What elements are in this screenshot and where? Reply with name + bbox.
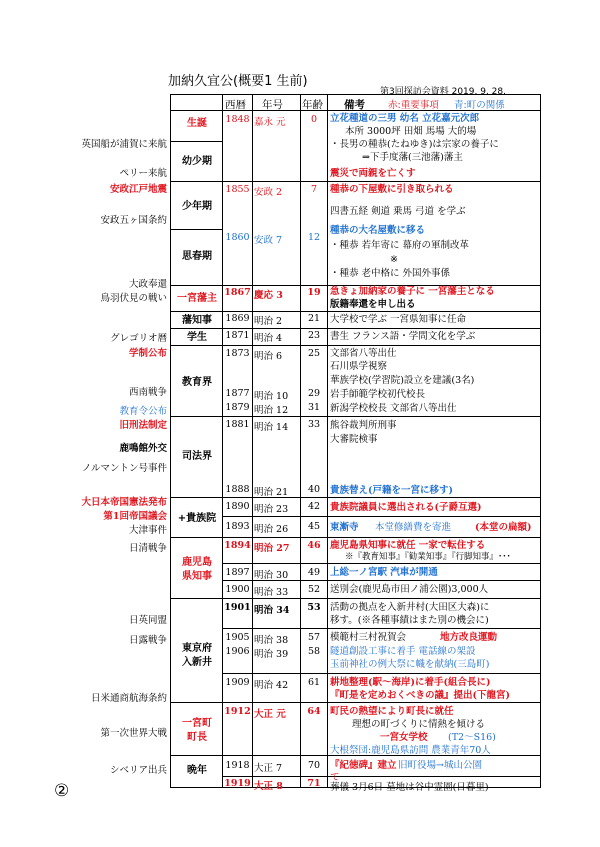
document-title: 加納久宜公(概要1 生前) [168, 74, 308, 89]
period-kagoshima: 鹿児島 [182, 557, 212, 568]
era-cell: 明治 42 [254, 680, 289, 691]
year-cell: 1893 [225, 521, 250, 532]
note-line: 貴族替え(戸籍を一宮に移す) [330, 485, 453, 496]
era-cell: 明治 26 [254, 524, 289, 535]
age-cell: 40 [307, 484, 321, 495]
event-label: 鳥羽伏見の戦い [100, 293, 167, 304]
note-line: ⇒下手度藩(三池藩)藩主 [362, 152, 463, 163]
note-line: 一宮女学校 [380, 732, 428, 743]
note-line: 新潟学校校長 文部省八等出仕 [330, 403, 457, 414]
note-line: 葬儀 3月6日 墓地は谷中霊園(日暮里) [330, 782, 489, 793]
event-label: 鹿鳴館外交 [119, 443, 167, 454]
period-kagoshima-governor: 県知事 [182, 571, 212, 582]
period-iriarai: 入新井 [182, 657, 212, 668]
year-cell: 1871 [225, 330, 250, 341]
event-label: 旧刑法制定 [119, 420, 167, 431]
period-adolescence: 思春期 [182, 251, 212, 262]
note-line: 理想の町づくりに情熱を傾ける [352, 719, 486, 730]
year-cell: 1901 [224, 602, 251, 613]
era-cell: 安政 7 [254, 235, 283, 246]
event-label: 西南戦争 [128, 387, 167, 398]
year-cell: 1912 [224, 706, 251, 717]
year-cell: 1867 [224, 287, 251, 298]
note-line: 大学校で学ぶ 一宮県知事に任命 [330, 314, 467, 325]
event-label: ペリー来航 [119, 168, 167, 179]
row-rule [222, 516, 541, 517]
row-rule [170, 497, 541, 498]
era-cell: 明治 21 [254, 487, 289, 498]
year-cell: 1890 [225, 501, 250, 512]
year-cell: 1879 [225, 402, 250, 413]
era-cell: 明治 34 [254, 605, 290, 616]
period-governor: 藩知事 [182, 315, 212, 326]
year-cell: 1848 [225, 114, 250, 125]
event-label: グレゴリオ暦 [110, 333, 167, 344]
year-cell: 1909 [225, 677, 250, 688]
year-cell: 1869 [225, 313, 250, 324]
era-cell: 明治 14 [254, 422, 289, 433]
year-cell: 1860 [225, 232, 250, 243]
period-youth: 少年期 [182, 201, 212, 212]
age-cell: 52 [307, 584, 321, 595]
legend-red: 赤:重要事項 [388, 100, 439, 111]
note-line: 石川県学視察 [330, 361, 388, 372]
note-line: 熊谷裁判所刑事 [330, 420, 397, 431]
row-rule [170, 598, 541, 599]
age-cell: 25 [307, 348, 321, 359]
period-judiciary: 司法界 [182, 451, 212, 462]
event-label: 大津事件 [128, 525, 167, 536]
column-divider [252, 94, 253, 788]
note-line: 大審院検事 [330, 434, 378, 445]
note-line: 種恭の大名屋敷に移る [330, 225, 426, 236]
period-domain-lord: 一宮藩主 [177, 293, 217, 304]
row-rule [222, 563, 541, 564]
column-divider [300, 94, 301, 788]
note-line: ※『教育知事』『勧業知事』『行脚知事』･･･ [345, 552, 511, 562]
event-label: ノルマントン号事件 [81, 463, 167, 474]
period-student: 学生 [187, 332, 207, 343]
age-cell: 49 [307, 567, 321, 578]
header-age: 年齢 [302, 99, 323, 111]
year-cell: 1900 [225, 584, 250, 595]
event-label: 学制公布 [128, 348, 167, 359]
period-peers: +貴族院 [177, 513, 217, 524]
note-line: 大根祭団:鹿児島県訪問 農業青年70人 [330, 745, 491, 756]
period-mayor: 町長 [187, 732, 207, 743]
era-cell: 明治 38 [254, 635, 289, 646]
age-cell: 42 [307, 501, 321, 512]
note-line: 『紀徳碑』建立 [330, 760, 397, 771]
event-label: 英国船が浦賀に来航 [81, 139, 167, 150]
age-cell: 23 [307, 330, 321, 341]
era-cell: 大正 8 [254, 781, 283, 792]
note-line: 本堂修繕費を寄進 [375, 522, 452, 533]
note-line: 上総一ノ宮駅 汽車が開通 [330, 567, 438, 578]
age-cell: 70 [307, 760, 321, 771]
note-line: 震災で両親を亡くす [330, 168, 416, 179]
year-cell: 1905 [225, 632, 250, 643]
era-cell: 慶応 3 [254, 290, 283, 301]
event-label: 教育令公布 [119, 406, 167, 417]
note-line: ・種恭 若年寄に 幕府の軍制改革 [330, 240, 470, 251]
event-label: シベリア出兵 [109, 765, 167, 776]
age-cell: 7 [310, 184, 318, 195]
age-cell: 29 [307, 388, 321, 399]
event-label: 大日本帝国憲法発布 [81, 497, 167, 508]
age-cell: 58 [307, 646, 321, 657]
note-line: 東漸寺 [330, 522, 359, 533]
row-rule [222, 628, 541, 629]
age-cell: 64 [307, 706, 321, 717]
row-rule [170, 311, 541, 312]
note-line: 『町是を定めおくべきの議』提出(下龍宮) [330, 690, 510, 701]
header-year: 西暦 [225, 99, 246, 111]
age-cell: 33 [307, 419, 321, 430]
event-label: 安政五ヶ国条約 [100, 215, 167, 226]
note-line: 玉前神社の例大祭に幟を献納(三島町) [330, 659, 490, 670]
row-rule [170, 537, 541, 538]
page-number: ② [54, 781, 70, 801]
event-label: 第一次世界大戦 [100, 728, 167, 739]
era-cell: 明治 23 [254, 504, 289, 515]
era-cell: 大正 7 [254, 763, 283, 774]
era-cell: 明治 6 [254, 351, 283, 362]
era-cell: 明治 12 [254, 405, 289, 416]
age-cell: 61 [307, 677, 321, 688]
event-label: 日米通商航海条約 [90, 693, 167, 704]
period-late-years: 晩年 [187, 765, 207, 776]
event-label: 日清戦争 [128, 543, 167, 554]
note-line: 本所 3000坪 田畑 馬場 大的場 [345, 126, 477, 137]
note-line: 華族学校(学習院)設立を建議(3名) [330, 375, 475, 386]
year-cell: 1894 [224, 540, 251, 551]
period-childhood: 幼少期 [182, 156, 212, 167]
age-cell: 71 [307, 778, 321, 789]
note-line: ※ [390, 254, 398, 265]
period-tokyo: 東京府 [182, 643, 212, 654]
era-cell: 嘉永 元 [254, 117, 286, 128]
note-line: 岩手師範学校初代校長 [330, 389, 426, 400]
row-rule [170, 181, 541, 182]
note-line: 貴族院議員に選出される(子爵互選) [330, 502, 482, 513]
age-cell: 21 [307, 313, 321, 324]
era-cell: 明治 27 [254, 543, 290, 554]
note-line: て [330, 772, 340, 783]
era-cell: 明治 30 [254, 570, 289, 581]
age-cell: 0 [310, 114, 318, 125]
legend-blue: 青:町の関係 [454, 100, 505, 111]
event-label: 安政江戸地震 [109, 184, 167, 195]
period-birth: 生誕 [187, 118, 207, 129]
note-line: 四書五経 剣道 乗馬 弓道 を学ぶ [330, 206, 466, 217]
year-cell: 1877 [225, 388, 250, 399]
era-cell: 大正 元 [254, 709, 286, 720]
header-notes: 備考 [344, 99, 365, 111]
row-rule [170, 345, 541, 346]
note-line: ・長男の種恭(たねゆき)は宗家の養子に [330, 139, 499, 150]
year-cell: 1918 [225, 760, 250, 771]
event-label: 大政奉還 [128, 279, 167, 290]
row-rule [222, 776, 541, 777]
year-cell: 1888 [225, 484, 250, 495]
period-rule [170, 229, 222, 230]
note-line: 耕地整理(駅～海岸)に着手(組合長に) [330, 677, 491, 688]
era-cell: 安政 2 [254, 187, 283, 198]
year-cell: 1897 [225, 567, 250, 578]
age-cell: 46 [307, 540, 321, 551]
note-line: 急きょ加納家の養子に 一宮藩主となる [330, 286, 495, 297]
note-line: 鹿児島県知事に就任 一家で転住する [330, 540, 486, 551]
note-line: 版籍奉還を申し出る [330, 299, 416, 310]
note-line: 送別会(鹿児島市田ノ浦公園)3,000人 [330, 584, 489, 595]
year-cell: 1881 [225, 419, 250, 430]
note-line: 立花種道の三男 幼名 立花嘉元次郎 [330, 113, 480, 124]
age-cell: 45 [307, 521, 321, 532]
note-line: 書生 フランス語・学問文化を学ぶ [330, 331, 476, 342]
period-ichinomiya: 一宮町 [182, 718, 212, 729]
age-cell: 57 [307, 632, 321, 643]
note-line: 町民の熱望により町長に就任 [330, 706, 454, 717]
row-rule [170, 416, 541, 417]
event-label: 日英同盟 [128, 615, 167, 626]
event-label: 日露戦争 [128, 635, 167, 646]
era-cell: 明治 10 [254, 391, 289, 402]
era-cell: 明治 33 [254, 587, 289, 598]
note-line: 隧道創設工事に着手 電話線の架設 [330, 646, 476, 657]
note-line: (T2～S16) [448, 732, 496, 743]
note-line: 地方改良運動 [440, 632, 498, 643]
event-label: 第1回帝国議会 [103, 511, 167, 522]
era-cell: 明治 2 [254, 316, 283, 327]
note-line: ・種恭 老中格に 外国外事係 [330, 268, 451, 279]
row-rule [222, 673, 541, 674]
note-line: 活動の拠点を入新井村(大田区大森)に [330, 602, 490, 613]
note-line: (本堂の扁額) [475, 522, 532, 533]
note-line: 種恭の下屋敷に引き取られる [330, 184, 454, 195]
header-era: 年号 [262, 99, 283, 111]
age-cell: 31 [307, 402, 321, 413]
note-line: 移す。(※各種事績はまた別の機会に) [330, 615, 489, 626]
age-cell: 53 [307, 602, 321, 613]
row-rule [170, 328, 541, 329]
period-rule [170, 141, 222, 142]
document-meta: 第3回探訪会資料 2019. 9. 28. [380, 87, 506, 97]
year-cell: 1873 [225, 348, 250, 359]
age-cell: 19 [307, 287, 321, 298]
year-cell: 1919 [224, 778, 251, 789]
note-line: 旧町役場→城山公園 [398, 760, 482, 771]
column-divider [327, 94, 328, 788]
age-cell: 12 [307, 232, 321, 243]
note-line: 模範村三村祝賀会 [330, 632, 407, 643]
note-line: 文部省八等出仕 [330, 348, 397, 359]
era-cell: 明治 4 [254, 333, 283, 344]
year-cell: 1906 [225, 646, 250, 657]
period-education: 教育界 [182, 377, 212, 388]
year-cell: 1855 [225, 184, 250, 195]
era-cell: 明治 39 [254, 649, 289, 660]
row-rule [170, 702, 541, 703]
